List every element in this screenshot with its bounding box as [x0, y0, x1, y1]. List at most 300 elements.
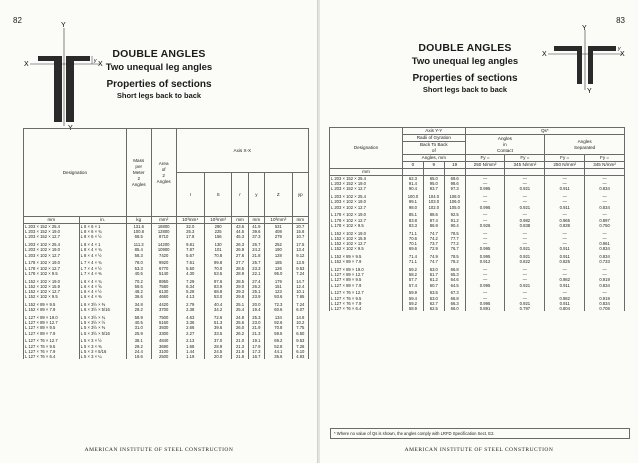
- table-cell: 21.3: [232, 344, 248, 349]
- axis-label-x-left: X: [24, 61, 29, 68]
- table-cell: 4660: [151, 294, 176, 299]
- table-cell: 29.2: [126, 307, 151, 312]
- table-cell: 0.995: [465, 301, 505, 306]
- axis-xx-header: Axis X-X: [176, 129, 308, 173]
- table-cell: L 127 × 76 × 12.7: [330, 290, 403, 295]
- table-cell: 90.4: [444, 223, 465, 228]
- table-cell: 23.3: [248, 266, 264, 271]
- table-cell: 33.5: [204, 331, 232, 336]
- table-cell: 26.0: [232, 325, 248, 330]
- table-cell: 57.7: [403, 277, 424, 282]
- table-cell: 102.0: [423, 205, 444, 210]
- table-cell: L 178 × 102 × 9.5: [330, 223, 403, 228]
- table-cell: 7580: [151, 284, 176, 289]
- table-cell: 103.0: [423, 199, 444, 204]
- table-cell: 29.2: [126, 344, 151, 349]
- table-cell: 69.2: [265, 338, 293, 343]
- table-cell: 85.1: [403, 212, 424, 217]
- table-cell: 97.6: [204, 279, 232, 284]
- table-cell: L 203 × 152 × 19.0: [330, 181, 403, 186]
- table-cell: 64.5: [444, 283, 465, 288]
- table-cell: 5.50: [176, 266, 204, 271]
- table-cell: 12.4: [292, 284, 308, 289]
- table-cell: 92.5: [444, 212, 465, 217]
- table-cell: 60.6: [265, 307, 293, 312]
- table-cell: 62.5: [423, 306, 444, 311]
- table-cell: 4.63: [176, 315, 204, 320]
- table-cell: 0.912: [465, 259, 505, 264]
- table-cell: 66.8: [444, 296, 465, 301]
- table-cell: 34.8: [126, 302, 151, 307]
- table-cell: L 127 × 76 × 12.7: [24, 338, 80, 343]
- table-cell: 0.911: [545, 283, 585, 288]
- table-cell: 70.0: [204, 266, 232, 271]
- table-cell: 38.1: [126, 338, 151, 343]
- table-cell: —: [465, 212, 505, 217]
- title: DOUBLE ANGLES: [112, 48, 206, 60]
- table-cell: L 5 × 3½ × 5/16: [79, 331, 126, 336]
- table-cell: 71.1: [403, 231, 424, 236]
- table-cell: 2500: [151, 354, 176, 359]
- table-cell: L 6 × 4 × ½: [79, 289, 126, 294]
- table-cell: —: [585, 236, 625, 241]
- table-cell: 531: [265, 224, 293, 230]
- table-cell: 28.5: [232, 279, 248, 284]
- table-cell: 25.7: [248, 260, 264, 265]
- table-cell: 23.9: [248, 294, 264, 299]
- col-y: y: [248, 173, 264, 217]
- table-cell: 0.921: [505, 283, 545, 288]
- table-cell: 39.6: [204, 325, 232, 330]
- table-cell: —: [505, 296, 545, 301]
- table-cell: 59.5: [265, 331, 293, 336]
- section-subheading: Short legs back to back: [422, 85, 508, 94]
- col-I: I: [176, 173, 204, 217]
- table-cell: 1.19: [176, 354, 204, 359]
- table-cell: 100.0: [403, 194, 424, 199]
- table-cell: 59.5: [126, 284, 151, 289]
- table-cell: 0.995: [465, 254, 505, 259]
- table-cell: 4.93: [292, 354, 308, 359]
- table-cell: —: [585, 194, 625, 199]
- table-cell: L 203 × 152 × 12.7: [330, 186, 403, 191]
- table-cell: —: [505, 231, 545, 236]
- table-cell: 34.2: [204, 307, 232, 312]
- table-cell: 21.0: [232, 338, 248, 343]
- table-cell: 70.2: [126, 279, 151, 284]
- table-cell: 20.0: [204, 354, 232, 359]
- table-cell: 44.1: [265, 349, 293, 354]
- axis-label-x-left: X: [542, 51, 547, 58]
- table-cell: 151: [265, 284, 293, 289]
- table-cell: 0.834: [585, 186, 625, 191]
- table-cell: 40.5: [126, 320, 151, 325]
- table-cell: 45.3: [232, 234, 248, 239]
- table-cell: 9.12: [292, 253, 308, 258]
- table-cell: 100.8: [126, 229, 151, 234]
- table-cell: —: [585, 267, 625, 272]
- table-cell: 13.9: [292, 260, 308, 265]
- table-cell: 63.0: [423, 267, 444, 272]
- table-cell: 68.5: [126, 234, 151, 239]
- table-cell: —: [465, 176, 505, 182]
- table-cell: 6.34: [176, 284, 204, 289]
- table-cell: 0.911: [545, 186, 585, 191]
- table-cell: L 127 × 89 × 9.5: [24, 325, 80, 330]
- table-cell: 71.1: [403, 259, 424, 264]
- col-S: S: [204, 173, 232, 217]
- table-cell: 21.8: [232, 354, 248, 359]
- table-row: [330, 306, 625, 311]
- footer: AMERICAN INSTITUTE OF STEEL CONSTRUCTION: [84, 447, 234, 453]
- table-cell: —: [505, 272, 545, 277]
- table-cell: 0.825: [545, 259, 585, 264]
- table-cell: 0.982: [545, 296, 585, 301]
- table-cell: 22.1: [248, 271, 264, 276]
- table-cell: 2.27: [176, 331, 204, 336]
- table-cell: 29.8: [232, 294, 248, 299]
- table-cell: 106.0: [444, 199, 465, 204]
- axis-label-x-right: X: [98, 61, 103, 68]
- table-cell: L 178 × 102 × 12.7: [330, 218, 403, 223]
- table-cell: —: [585, 272, 625, 277]
- table-cell: 25.1: [248, 289, 264, 294]
- page-number: 83: [616, 16, 625, 25]
- table-cell: 0.921: [505, 186, 545, 191]
- table-cell: 0.834: [585, 246, 625, 251]
- table-cell: L 127 × 76 × 9.5: [330, 296, 403, 301]
- axis-label-y-bottom: Y: [68, 125, 73, 132]
- table-cell: 58.9: [126, 315, 151, 320]
- table-cell: 0.921: [505, 301, 545, 306]
- table-cell: L 8 × 4 × ½: [79, 253, 126, 258]
- table-cell: L 178 × 102 × 9.5: [24, 271, 80, 276]
- table-cell: 7.87: [176, 247, 204, 252]
- table-cell: 26.2: [248, 284, 264, 289]
- table-cell: L 8 × 6 × 1: [79, 224, 126, 230]
- table-cell: 29.0: [232, 284, 248, 289]
- table-cell: —: [465, 181, 505, 186]
- table-cell: 1.68: [176, 344, 204, 349]
- table-cell: L 203 × 102 × 12.7: [24, 253, 80, 258]
- table-cell: L 127 × 89 × 7.9: [330, 283, 403, 288]
- table-cell: 40.4: [204, 302, 232, 307]
- table-cell: L 152 × 102 × 12.7: [330, 241, 403, 246]
- table-cell: —: [545, 241, 585, 246]
- table-cell: 69.6: [403, 246, 424, 251]
- table-cell: 20.7: [292, 224, 308, 230]
- table-cell: 0.708: [585, 306, 625, 311]
- table-cell: L 5 × 3 × 5/16: [79, 349, 126, 354]
- table-cell: 9.81: [176, 242, 204, 247]
- table-cell: —: [505, 194, 545, 199]
- table-cell: —: [465, 194, 505, 199]
- table-cell: L 203 × 102 × 25.4: [330, 194, 403, 199]
- table-cell: 0.995: [465, 283, 505, 288]
- table-cell: 72.3: [265, 302, 293, 307]
- table-cell: 85.4: [126, 247, 151, 252]
- axis-label-y-top: Y: [61, 22, 66, 29]
- table-cell: 5.67: [176, 253, 204, 258]
- axis-label-y-bottom: Y: [587, 88, 592, 94]
- table-cell: 111.3: [126, 242, 151, 247]
- table-cell: 93.7: [423, 186, 444, 191]
- table-cell: 21.9: [248, 325, 264, 330]
- table-cell: 83.3: [403, 223, 424, 228]
- designation-header: Designation: [24, 129, 127, 217]
- table-cell: —: [465, 277, 505, 282]
- table-cell: 14.8: [292, 315, 308, 320]
- page-number: 82: [13, 16, 22, 25]
- table-cell: L 6 × 3½ × 5/16: [79, 307, 126, 312]
- table-cell: 23.0: [248, 320, 264, 325]
- table-cell: —: [545, 194, 585, 199]
- table-cell: —: [505, 181, 545, 186]
- table-cell: 73.7: [423, 241, 444, 246]
- table-cell: 83.8: [403, 218, 424, 223]
- table-cell: 7.24: [292, 271, 308, 276]
- mass-header: Mass per Meter 2 Angles: [126, 129, 151, 217]
- table-cell: 134: [265, 315, 293, 320]
- table-cell: 7.65: [292, 294, 308, 299]
- table-cell: 98.6: [444, 181, 465, 186]
- table-cell: 59.2: [403, 267, 424, 272]
- table-cell: 95.0: [265, 271, 293, 276]
- table-cell: 78.5: [444, 254, 465, 259]
- table-cell: 0.982: [545, 277, 585, 282]
- table-cell: L 127 × 76 × 7.9: [330, 301, 403, 306]
- table-cell: —: [505, 236, 545, 241]
- table-cell: L 7 × 4 × ½: [79, 266, 126, 271]
- table-cell: 128: [265, 253, 293, 258]
- table-cell: —: [585, 176, 625, 182]
- table-cell: 63.0: [423, 296, 444, 301]
- table-cell: L 152 × 102 × 19.0: [24, 279, 80, 284]
- y-bar-label: y: [618, 46, 621, 52]
- units-row: mm: [330, 169, 625, 176]
- table-cell: 48.2: [126, 289, 151, 294]
- table-cell: 0.921: [505, 205, 545, 210]
- table-cell: —: [545, 181, 585, 186]
- table-cell: 70.6: [403, 236, 424, 241]
- table-cell: 62.7: [423, 301, 444, 306]
- table-cell: L 203 × 102 × 12.7: [330, 205, 403, 210]
- table-cell: 0.750: [585, 223, 625, 228]
- table-cell: 5160: [151, 320, 176, 325]
- table-cell: 86.9: [423, 223, 444, 228]
- table-cell: L 6 × 3½ × ⅜: [79, 302, 126, 307]
- title-block: [390, 42, 540, 94]
- table-cell: 0.797: [505, 306, 545, 311]
- table-cell: —: [545, 212, 585, 217]
- table-cell: 83.9: [204, 284, 232, 289]
- table-cell: 29.3: [232, 289, 248, 294]
- table-cell: 28.5: [232, 266, 248, 271]
- table-cell: 32.0: [176, 224, 204, 230]
- table-cell: 72.9: [423, 246, 444, 251]
- table-cell: 0.822: [505, 259, 545, 264]
- table-cell: 16800: [151, 224, 176, 230]
- table-cell: 69.6: [444, 176, 465, 182]
- table-cell: 130: [204, 242, 232, 247]
- table-cell: 66.3: [444, 301, 465, 306]
- table-cell: 104.0: [423, 194, 444, 199]
- table-cell: L 5 × 3½ × ⅜: [79, 325, 126, 330]
- table-row: [24, 354, 309, 359]
- table-cell: 68.8: [204, 289, 232, 294]
- table-cell: 0.804: [545, 306, 585, 311]
- table-cell: 0.834: [585, 205, 625, 210]
- table-cell: 27.7: [232, 260, 248, 265]
- table-cell: 0.911: [545, 205, 585, 210]
- table-cell: 59.4: [403, 296, 424, 301]
- table-cell: 9.53: [292, 266, 308, 271]
- table-cell: 78.0: [126, 260, 151, 265]
- table-cell: 0.919: [585, 277, 625, 282]
- table-cell: L 178 × 102 × 12.7: [24, 266, 80, 271]
- table-cell: 25.1: [232, 302, 248, 307]
- table-cell: —: [465, 199, 505, 204]
- table-cell: 3690: [151, 344, 176, 349]
- table-cell: 74.9: [423, 254, 444, 259]
- table-cell: 26.9: [232, 247, 248, 252]
- table-cell: 2.79: [176, 302, 204, 307]
- table-cell: 99.1: [403, 199, 424, 204]
- table-cell: 4420: [151, 302, 176, 307]
- table-cell: 88.6: [423, 212, 444, 217]
- footer: AMERICAN INSTITUTE OF STEEL CONSTRUCTION: [404, 447, 554, 453]
- table-cell: 91.2: [444, 218, 465, 223]
- table-cell: 2.38: [176, 307, 204, 312]
- table-cell: 0.911: [545, 301, 585, 306]
- table-cell: 24.4: [126, 349, 151, 354]
- table-cell: 64.6: [444, 277, 465, 282]
- table-cell: 6770: [151, 266, 176, 271]
- table-cell: 25.4: [232, 307, 248, 312]
- table-cell: 70.8: [265, 325, 293, 330]
- table-cell: 53.5: [204, 271, 232, 276]
- table-cell: 41.9: [248, 224, 264, 230]
- table-cell: L 5 × 3 × ½: [79, 338, 126, 343]
- table-cell: 74.7: [423, 231, 444, 236]
- table-cell: 19.4: [248, 307, 264, 312]
- table-cell: 0.911: [545, 254, 585, 259]
- right-page: [320, 0, 638, 463]
- table-cell: 58.9: [403, 306, 424, 311]
- table-cell: L 152 × 102 × 15.9: [330, 236, 403, 241]
- table-cell: 252: [265, 242, 293, 247]
- table-cell: —: [545, 199, 585, 204]
- table-cell: 0.995: [465, 205, 505, 210]
- table-cell: 24.8: [232, 315, 248, 320]
- table-cell: —: [465, 272, 505, 277]
- table-cell: 91.4: [403, 181, 424, 186]
- table-cell: 10.2: [292, 320, 308, 325]
- table-cell: 57.4: [403, 283, 424, 288]
- subtitle: Two unequal leg angles: [411, 56, 519, 67]
- table-cell: 65.3: [444, 272, 465, 277]
- table-cell: —: [505, 199, 545, 204]
- table-cell: 0.921: [505, 246, 545, 251]
- table-cell: —: [465, 241, 505, 246]
- table-cell: L 8 × 4 × 1: [79, 242, 126, 247]
- table-cell: 225: [204, 229, 232, 234]
- angles-separated-header: Angles Separated: [545, 135, 625, 155]
- table-cell: L 152 × 102 × 15.9: [24, 284, 80, 289]
- table-cell: 40.5: [126, 271, 151, 276]
- table-cell: 59.2: [403, 301, 424, 306]
- table-cell: L 5 × 3½ × ¾: [79, 315, 126, 320]
- table-cell: —: [585, 231, 625, 236]
- table-cell: L 5 × 3½ × ½: [79, 320, 126, 325]
- table-cell: L 203 × 152 × 12.7: [24, 234, 80, 239]
- table-cell: 25.3: [176, 229, 204, 234]
- table-cell: 3300: [151, 331, 176, 336]
- table-cell: 408: [265, 229, 293, 234]
- table-cell: —: [505, 176, 545, 182]
- table-cell: 31.0: [126, 325, 151, 330]
- table-cell: 24.2: [248, 247, 264, 252]
- table-cell: L 8 × 6 × ½: [79, 234, 126, 239]
- table-cell: —: [585, 181, 625, 186]
- table-cell: 190: [265, 247, 293, 252]
- table-cell: 76.7: [444, 246, 465, 251]
- table-cell: 290: [204, 224, 232, 230]
- table-cell: 21.3: [248, 331, 264, 336]
- table-cell: 74.2: [423, 236, 444, 241]
- table-cell: 36.6: [126, 294, 151, 299]
- table-cell: 4.30: [176, 271, 204, 276]
- table-cell: 58.2: [403, 272, 424, 277]
- table-cell: 77.2: [444, 241, 465, 246]
- table-cell: 70.1: [403, 241, 424, 246]
- axis-label-x-right: X: [620, 51, 625, 58]
- table-cell: 17.3: [248, 349, 264, 354]
- table-cell: L 127 × 89 × 12.7: [330, 272, 403, 277]
- table-cell: L 203 × 102 × 25.4: [24, 242, 80, 247]
- table-cell: 51.3: [204, 320, 232, 325]
- table-cell: 0.911: [545, 246, 585, 251]
- table-cell: L 203 × 152 × 25.4: [24, 224, 80, 230]
- table-cell: 77.7: [444, 236, 465, 241]
- table-cell: 78.5: [444, 231, 465, 236]
- table-cell: L 203 × 152 × 25.4: [330, 176, 403, 182]
- table-cell: 43.6: [232, 224, 248, 230]
- area-header: Area of 2 Angles: [151, 129, 176, 217]
- table-cell: 28.9: [204, 344, 232, 349]
- table-cell: 101: [204, 247, 232, 252]
- table-cell: 0.839: [545, 223, 585, 228]
- table-cell: L 152 × 102 × 19.0: [330, 231, 403, 236]
- table-cell: 61.2: [423, 277, 444, 282]
- table-cell: 14.7: [292, 279, 308, 284]
- table-cell: L 127 × 76 × 7.9: [24, 349, 80, 354]
- table-cell: 97.3: [444, 186, 465, 191]
- table-cell: 98.0: [403, 205, 424, 210]
- table-cell: 14200: [151, 242, 176, 247]
- table-cell: 131.6: [126, 224, 151, 230]
- table-cell: —: [545, 267, 585, 272]
- table-cell: 19.6: [126, 354, 151, 359]
- table-cell: 37.0: [204, 338, 232, 343]
- axis-yy-header: Axis Y-Y: [403, 128, 466, 135]
- table-cell: 26.3: [232, 242, 248, 247]
- table-cell: 28.9: [232, 271, 248, 276]
- table-cell: 0.834: [585, 283, 625, 288]
- table-cell: L 5 × 3 × ⅜: [79, 344, 126, 349]
- table-cell: 0.995: [465, 246, 505, 251]
- table-cell: L 203 × 102 × 19.0: [24, 247, 80, 252]
